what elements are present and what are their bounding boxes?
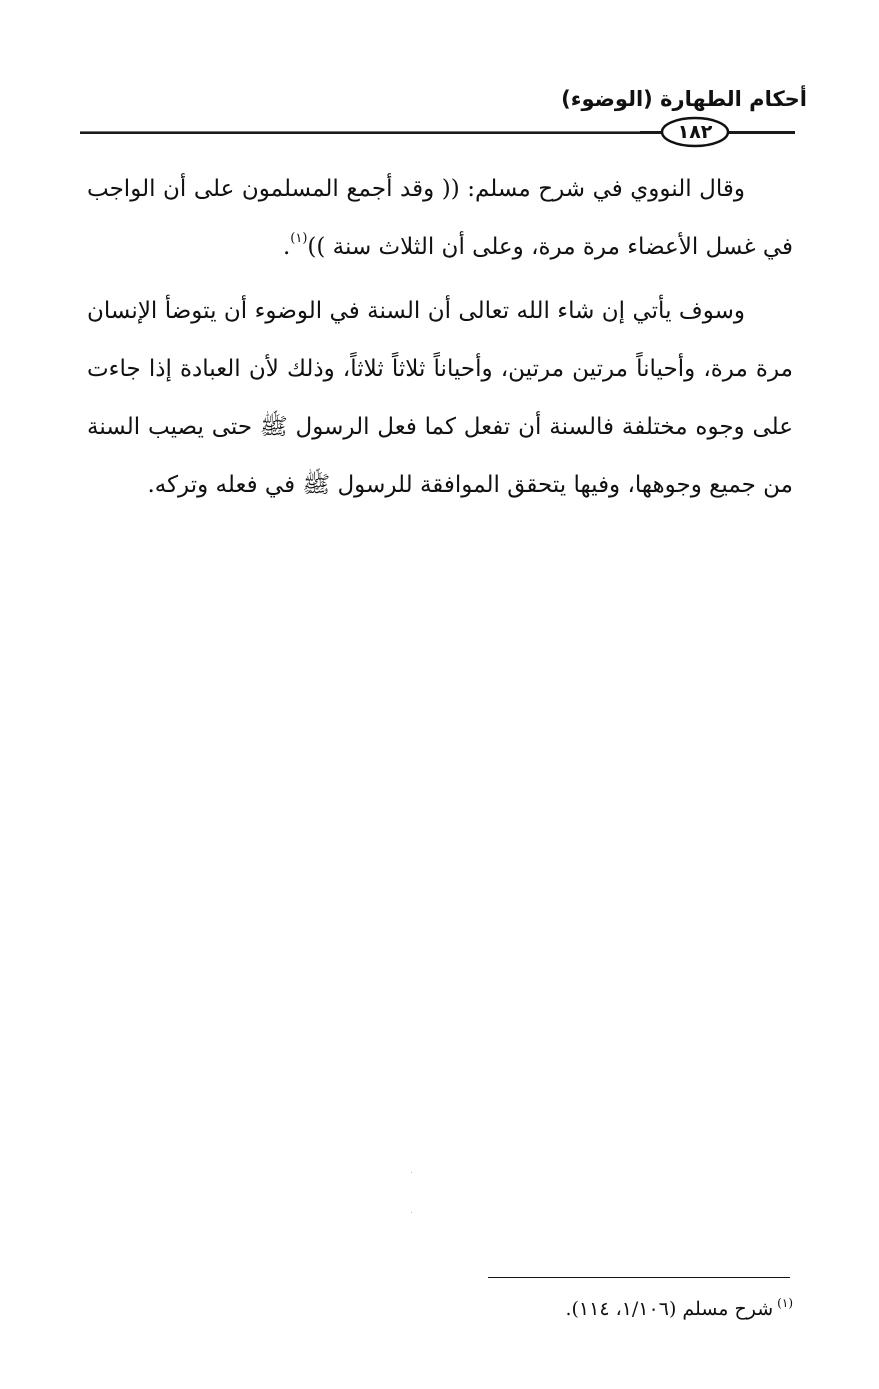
footnote-reference: (١) (290, 231, 308, 246)
page-number: ١٨٢ (677, 121, 713, 143)
main-text (87, 160, 793, 514)
paragraph-1-end: . (282, 234, 291, 260)
paragraph-2 (87, 282, 793, 514)
footnote-mark: (١) (777, 1296, 793, 1310)
paragraph-1 (87, 160, 793, 276)
footnote (87, 1294, 793, 1324)
paragraph-2-text: وسوف يأتي إن شاء الله تعالى أن السنة في الوضوء أن يتوضأ الإنسان مرة مرة، وأحياناً مرتين مرتين، وأحياناً ثلاثاً ثلاثاً، وذلك لأن العبادة إذا جاءت على وجوه مختلفة فالسنة أن تفعل كما فعل الرسول ﷺ حتى يصيب السنة من جميع وجوهها، وفيها يتحقق الموافقة للرسول ﷺ في فعله وتركه. (87, 298, 793, 498)
paragraph-1-text: وقال النووي في شرح مسلم: (( وقد أجمع المسلمون على أن الواجب في غسل الأعضاء مرة مرة، وعلى أن الثلاث سنة )) (87, 176, 793, 260)
scan-speck (411, 1212, 412, 1213)
footnote-rule (488, 1277, 790, 1278)
running-title: أحكام الطهارة (الوضوء) (561, 87, 807, 111)
scan-speck (411, 1172, 412, 1173)
footnote-text: شرح مسلم (١/١٠٦، ١١٤). (565, 1298, 774, 1320)
